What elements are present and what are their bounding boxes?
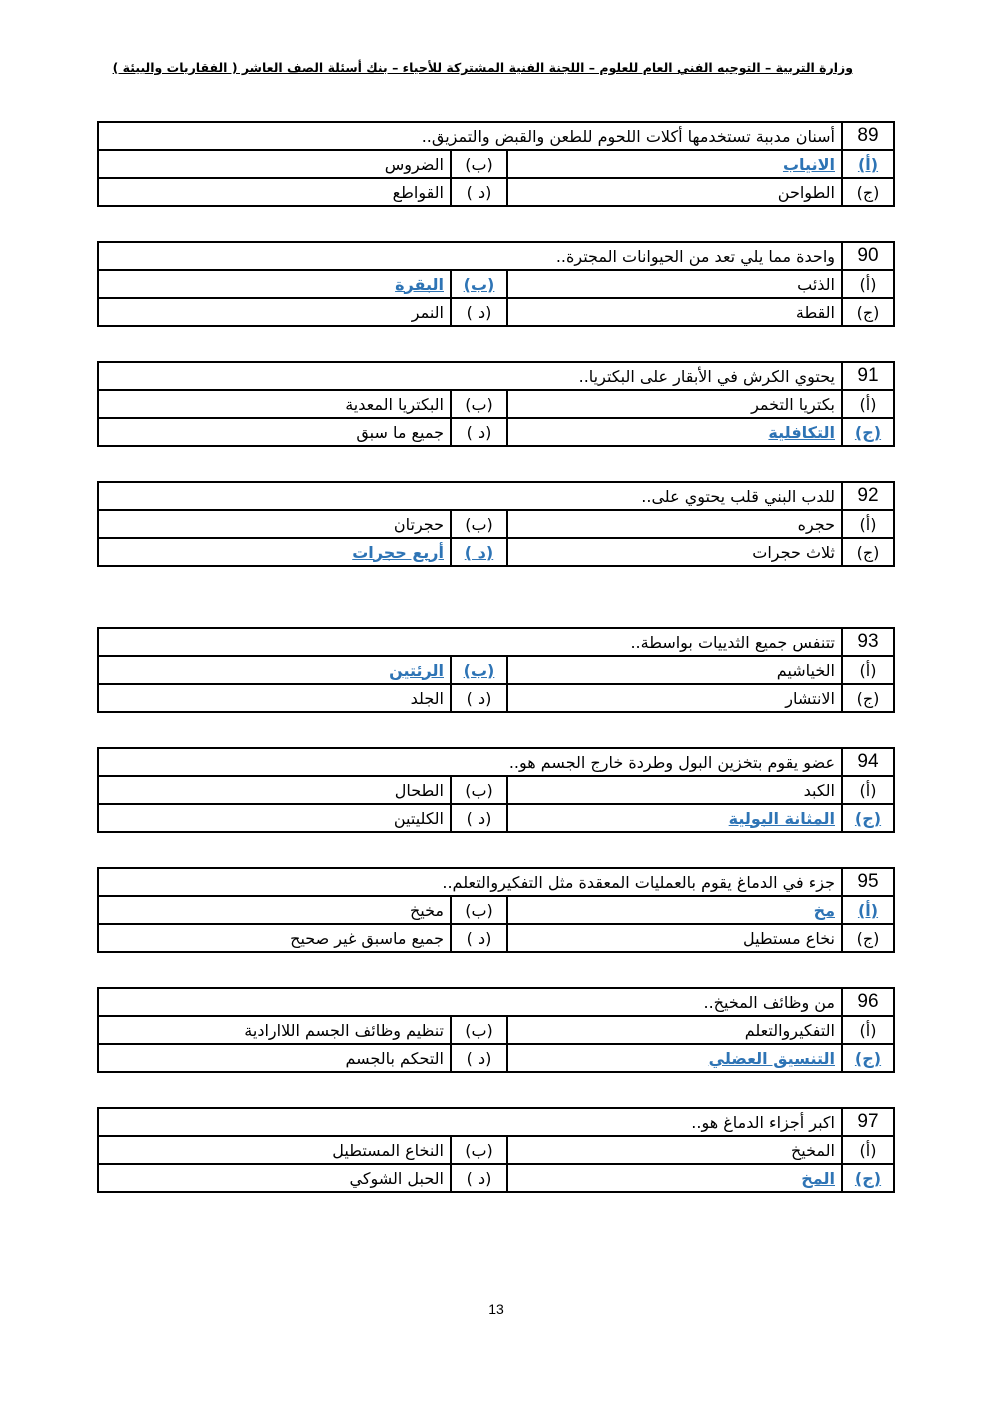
- option-a: الكبد: [803, 780, 835, 800]
- option-d-label: (د ): [451, 178, 507, 206]
- option-b: الرئتين: [389, 660, 444, 680]
- question-94: [97, 747, 895, 833]
- page-number: 13: [488, 1301, 504, 1317]
- question-text: تتنفس جميع الثدييات بواسطة..: [98, 628, 842, 656]
- option-b: مخيخ: [409, 900, 444, 920]
- option-b-label: (ب): [451, 1016, 507, 1044]
- option-a-label: (أ): [842, 896, 894, 924]
- option-c-label: (ج): [842, 1044, 894, 1072]
- option-d: جميع ماسبق غير صحيح: [290, 928, 444, 948]
- option-c-label: (ج): [842, 1164, 894, 1192]
- option-b-label: (ب): [451, 776, 507, 804]
- question-number: 94: [842, 748, 894, 776]
- option-d-label: (د ): [451, 538, 507, 566]
- question-number: 92: [842, 482, 894, 510]
- option-b-label: (ب): [451, 150, 507, 178]
- question-number: 97: [842, 1108, 894, 1136]
- option-a: الذئب: [797, 274, 835, 294]
- option-b: البكتريا المعدية: [345, 394, 444, 414]
- option-b: تنظيم وظائف الجسم اللاارادية: [244, 1020, 444, 1040]
- option-c-label: (ج): [842, 298, 894, 326]
- option-a: الانياب: [782, 154, 835, 174]
- option-b: الضروس: [384, 154, 444, 174]
- option-d-label: (د ): [451, 684, 507, 712]
- option-c: المثانة البولية: [728, 808, 835, 828]
- option-d: الحبل الشوكي: [349, 1168, 444, 1188]
- option-c-label: (ج): [842, 538, 894, 566]
- option-b: البقرة: [395, 274, 444, 294]
- option-b-label: (ب): [451, 510, 507, 538]
- question-number: 93: [842, 628, 894, 656]
- option-b: حجرتان: [393, 514, 444, 534]
- option-c-label: (ج): [842, 804, 894, 832]
- option-d-label: (د ): [451, 924, 507, 952]
- option-a: التفكيروالتعلم: [744, 1020, 835, 1040]
- option-a-label: (أ): [842, 656, 894, 684]
- option-a-label: (أ): [842, 390, 894, 418]
- option-c-label: (ج): [842, 418, 894, 446]
- question-97: [97, 1107, 895, 1193]
- option-d: الكليتين: [393, 808, 444, 828]
- option-c-label: (ج): [842, 178, 894, 206]
- question-text: يحتوي الكرش في الأبقار على البكتريا..: [98, 362, 842, 390]
- option-c: التنسيق العضلي: [708, 1048, 835, 1068]
- page-header: وزارة التربية – التوجيه الفني العام للعلوم – اللجنة الفنية المشتركة للأحياء – بنك أسئلة الصف العاشر ( الفقاريات والبيئة ): [112, 60, 853, 75]
- option-d-label: (د ): [451, 1164, 507, 1192]
- question-89: [97, 121, 895, 207]
- option-c-label: (ج): [842, 684, 894, 712]
- question-text: للدب البني قلب يحتوي على..: [98, 482, 842, 510]
- option-c: التكافلية: [768, 422, 835, 442]
- option-a-label: (أ): [842, 1136, 894, 1164]
- question-number: 96: [842, 988, 894, 1016]
- option-d: القواطع: [392, 182, 444, 202]
- question-92: [97, 481, 895, 567]
- option-a: المخيخ: [790, 1140, 835, 1160]
- question-96: [97, 987, 895, 1073]
- option-a: حجره: [797, 514, 835, 534]
- question-text: من وظائف المخيخ..: [98, 988, 842, 1016]
- option-c: الانتشار: [785, 688, 835, 708]
- question-number: 91: [842, 362, 894, 390]
- option-a: الخياشيم: [776, 660, 835, 680]
- option-b: الطحال: [394, 780, 444, 800]
- option-b-label: (ب): [451, 390, 507, 418]
- question-number: 95: [842, 868, 894, 896]
- option-a-label: (أ): [842, 270, 894, 298]
- question-text: جزء في الدماغ يقوم بالعمليات المعقدة مثل التفكيروالتعلم..: [98, 868, 842, 896]
- option-c: نخاع مستطيل: [742, 928, 835, 948]
- question-text: اكبر أجزاء الدماغ هو..: [98, 1108, 842, 1136]
- option-d: أربع حجرات: [352, 542, 444, 562]
- option-d: النمر: [411, 302, 444, 322]
- option-d: التحكم بالجسم: [345, 1048, 444, 1068]
- option-b-label: (ب): [451, 656, 507, 684]
- option-d-label: (د ): [451, 418, 507, 446]
- option-c: القطة: [795, 302, 835, 322]
- option-d: الجلد: [410, 688, 444, 708]
- question-number: 89: [842, 122, 894, 150]
- option-c: المخ: [801, 1168, 835, 1188]
- question-text: أسنان مدببة تستخدمها أكلات اللحوم للطعن والقبض والتمزيق..: [98, 122, 842, 150]
- option-d-label: (د ): [451, 1044, 507, 1072]
- option-c: الطواحن: [777, 182, 835, 202]
- option-a-label: (أ): [842, 510, 894, 538]
- question-93: [97, 627, 895, 713]
- question-91: [97, 361, 895, 447]
- option-a: بكتريا التخمر: [751, 394, 835, 414]
- question-95: [97, 867, 895, 953]
- option-b-label: (ب): [451, 896, 507, 924]
- option-a: مخ: [813, 900, 835, 920]
- question-number: 90: [842, 242, 894, 270]
- option-b-label: (ب): [451, 270, 507, 298]
- option-c-label: (ج): [842, 924, 894, 952]
- option-c: ثلاث حجرات: [752, 542, 835, 562]
- question-text: عضو يقوم بتخزين البول وطردة خارج الجسم هو..: [98, 748, 842, 776]
- question-90: [97, 241, 895, 327]
- option-b-label: (ب): [451, 1136, 507, 1164]
- option-d: جميع ما سبق: [356, 422, 444, 442]
- option-d-label: (د ): [451, 804, 507, 832]
- option-b: النخاع المستطيل: [332, 1140, 444, 1160]
- option-a-label: (أ): [842, 150, 894, 178]
- option-a-label: (أ): [842, 776, 894, 804]
- option-a-label: (أ): [842, 1016, 894, 1044]
- option-d-label: (د ): [451, 298, 507, 326]
- question-text: واحدة مما يلي تعد من الحيوانات المجترة..: [98, 242, 842, 270]
